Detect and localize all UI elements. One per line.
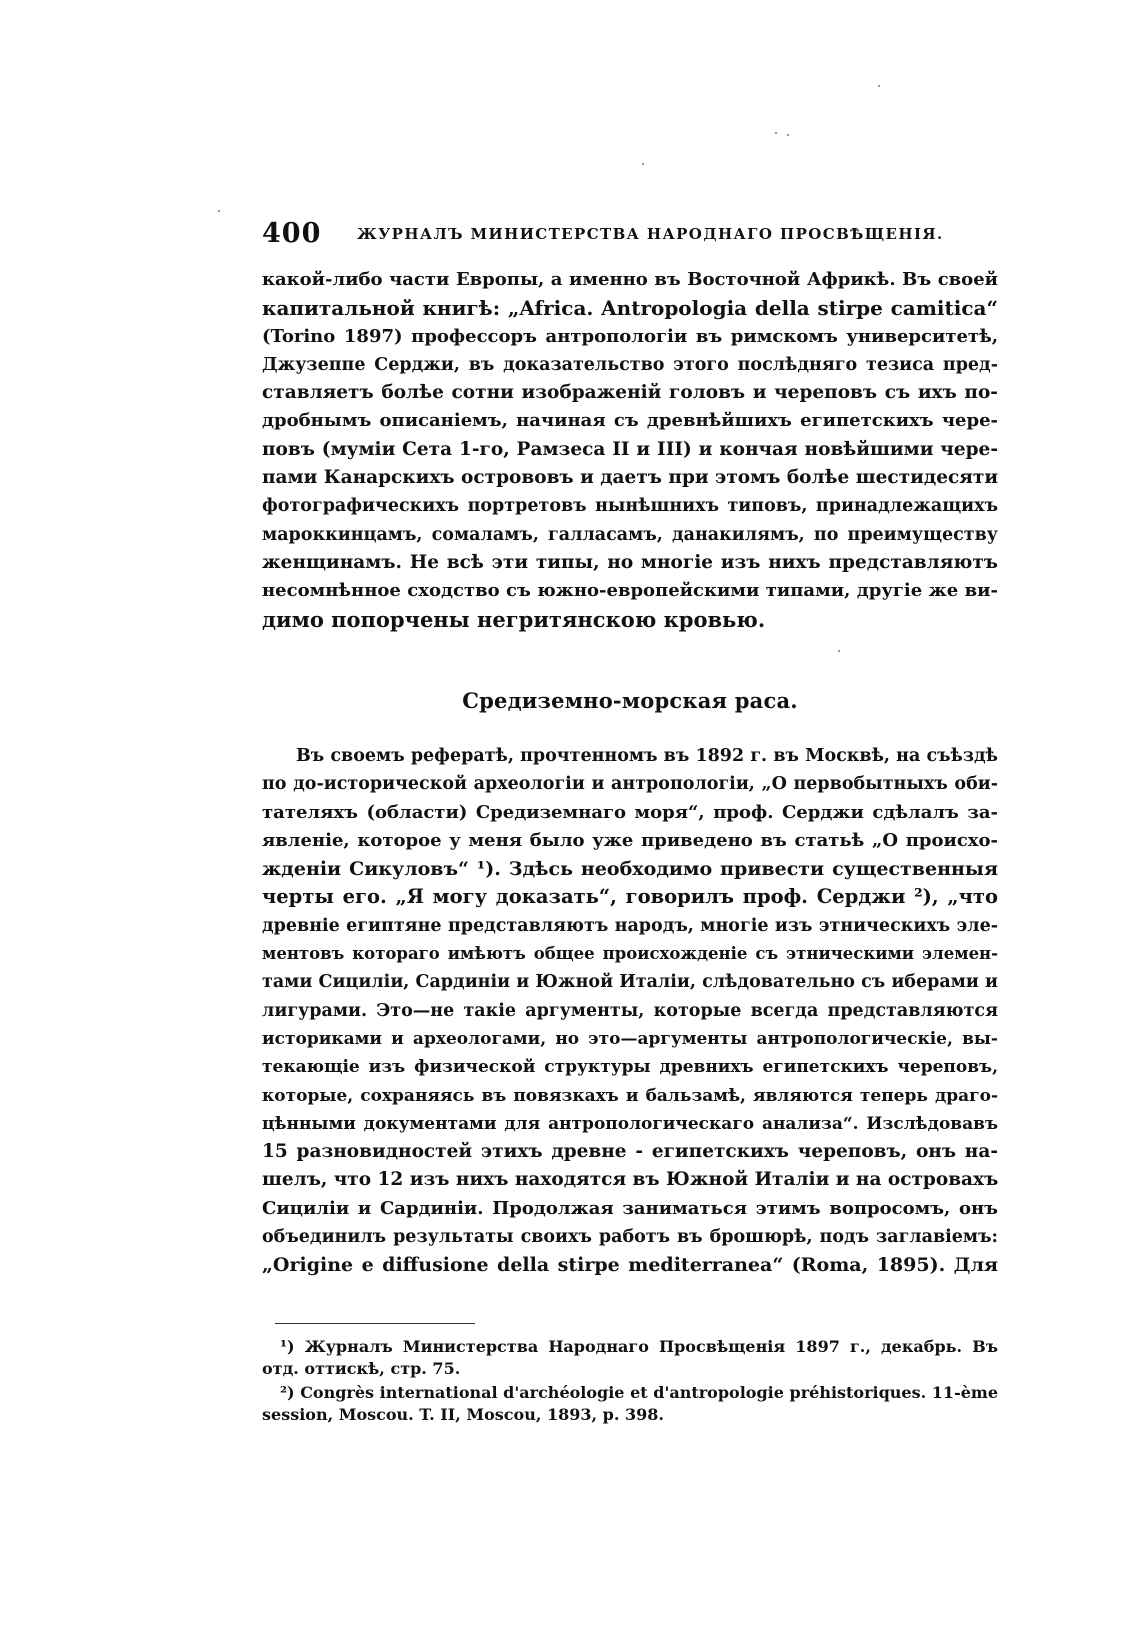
text-line: 15 разновидностей этихъ древне - египетскихъ череповъ, онъ на-	[262, 1141, 998, 1163]
text-line: ментовъ котораго имѣютъ общее происхожденіе съ этническими элемен-	[262, 944, 998, 964]
scan-speck	[642, 163, 644, 165]
page-number: 400	[262, 218, 322, 249]
text-line: историками и археологами, но это—аргументы антропологическіе, вы-	[262, 1028, 998, 1049]
text-line: женщинамъ. Не всѣ эти типы, но многіе изъ нихъ представляютъ	[262, 551, 998, 573]
text-line: (Torino 1897) профессоръ антропологіи въ римскомъ университетѣ,	[262, 325, 998, 347]
text-line: древніе египтяне представляютъ народъ, многіе изъ этническихъ эле-	[262, 915, 998, 936]
text-line: Джузеппе Серджи, въ доказательство этого послѣдняго тезиса пред-	[262, 354, 998, 375]
text-line: капитальной книгѣ: „Africa. Antropologia della stirpe camitica“	[262, 296, 998, 321]
text-line: тами Сициліи, Сардиніи и Южной Италіи, слѣдовательно съ иберами и	[262, 972, 998, 993]
section-heading: Средиземно-морская раса.	[462, 688, 798, 713]
text-line: явленіе, которое у меня было уже приведено въ статьѣ „О происхо-	[262, 829, 998, 851]
journal-title: ЖУРНАЛЪ МИНИСТЕРСТВА НАРОДНАГО ПРОСВѢЩЕНІЯ.	[357, 225, 944, 243]
text-line: „Origine e diffusione della stirpe mediterranea“ (Roma, 1895). Для	[262, 1254, 998, 1277]
text-line: черты его. „Я могу доказать“, говорилъ проф. Серджи ²), „что	[262, 885, 998, 909]
scan-speck	[218, 210, 220, 212]
scan-speck	[787, 134, 789, 136]
footnote-1	[262, 1336, 998, 1380]
text-line: Въ своемъ рефератѣ, прочтенномъ въ 1892 г. въ Москвѣ, на съѣздѣ	[296, 746, 998, 766]
text-line: объединилъ результаты своихъ работъ въ брошюрѣ, подъ заглавіемъ:	[262, 1227, 998, 1248]
text-line: тателяхъ (области) Средиземнаго моря“, проф. Серджи сдѣлалъ за-	[262, 801, 998, 823]
scan-speck	[775, 132, 777, 134]
scan-speck	[878, 85, 880, 87]
paragraph-text	[262, 266, 998, 634]
footnote-rule	[275, 1323, 475, 1324]
footnote-line: ²) Congrès international d'archéologie et d'antropologie préhistoriques. 11-ème	[280, 1383, 998, 1402]
text-line: по до-исторической археологіи и антропологіи, „О первобытныхъ оби-	[262, 774, 998, 795]
text-line: жденіи Сикуловъ“ ¹). Здѣсь необходимо привести существенныя	[262, 858, 998, 881]
text-line: фотографическихъ портретовъ нынѣшнихъ типовъ, принадлежащихъ	[262, 496, 998, 517]
footnote-line: ¹) Журналъ Министерства Народнаго Просвѣщенія 1897 г., декабрь. Въ	[280, 1337, 998, 1356]
footnote-line: отд. оттискѣ, стр. 75.	[262, 1359, 461, 1378]
footnote-2	[262, 1382, 998, 1426]
text-line: ставляетъ болѣе сотни изображеній головъ и череповъ съ ихъ по-	[262, 382, 998, 404]
scan-speck	[838, 650, 840, 652]
text-line: мароккинцамъ, сомаламъ, галласамъ, данакилямъ, по преимуществу	[262, 524, 998, 545]
text-line: какой-либо части Европы, а именно въ Восточной Африкѣ. Въ своей	[262, 269, 998, 290]
paragraph-text	[262, 742, 998, 1280]
text-line: шелъ, что 12 изъ нихъ находятся въ Южной Италіи и на островахъ	[262, 1169, 999, 1191]
paragraph-2	[262, 742, 998, 1280]
text-line: димо попорчены негритянскою кровью.	[262, 606, 766, 632]
running-head	[262, 218, 998, 252]
text-line: текающіе изъ физической структуры древнихъ египетскихъ череповъ,	[262, 1057, 998, 1078]
footnotes	[262, 1336, 998, 1428]
text-line: которые, сохраняясь въ повязкахъ и бальзамѣ, являются теперь драго-	[262, 1085, 998, 1106]
text-line: несомнѣнное сходство съ южно-европейскими типами, другіе же ви-	[262, 580, 998, 602]
text-line: Сициліи и Сардиніи. Продолжая заниматься этимъ вопросомъ, онъ	[262, 1197, 998, 1219]
text-line: цѣнными документами для антропологическаго анализа“. Изслѣдовавъ	[262, 1113, 998, 1134]
paragraph-1	[262, 266, 998, 634]
footnote-line: session, Moscou. T. II, Moscou, 1893, p. 398.	[262, 1405, 664, 1424]
text-line: пами Канарскихъ острововъ и даетъ при этомъ болѣе шестидесяти	[262, 467, 999, 489]
text-line: лигурами. Это—не такіе аргументы, которые всегда представляются	[262, 1000, 998, 1021]
text-line: повъ (муміи Сета 1-го, Рамзеса II и III) и кончая новѣйшими чере-	[262, 438, 998, 460]
text-line: дробнымъ описаніемъ, начиная съ древнѣйшихъ египетскихъ чере-	[262, 410, 998, 432]
